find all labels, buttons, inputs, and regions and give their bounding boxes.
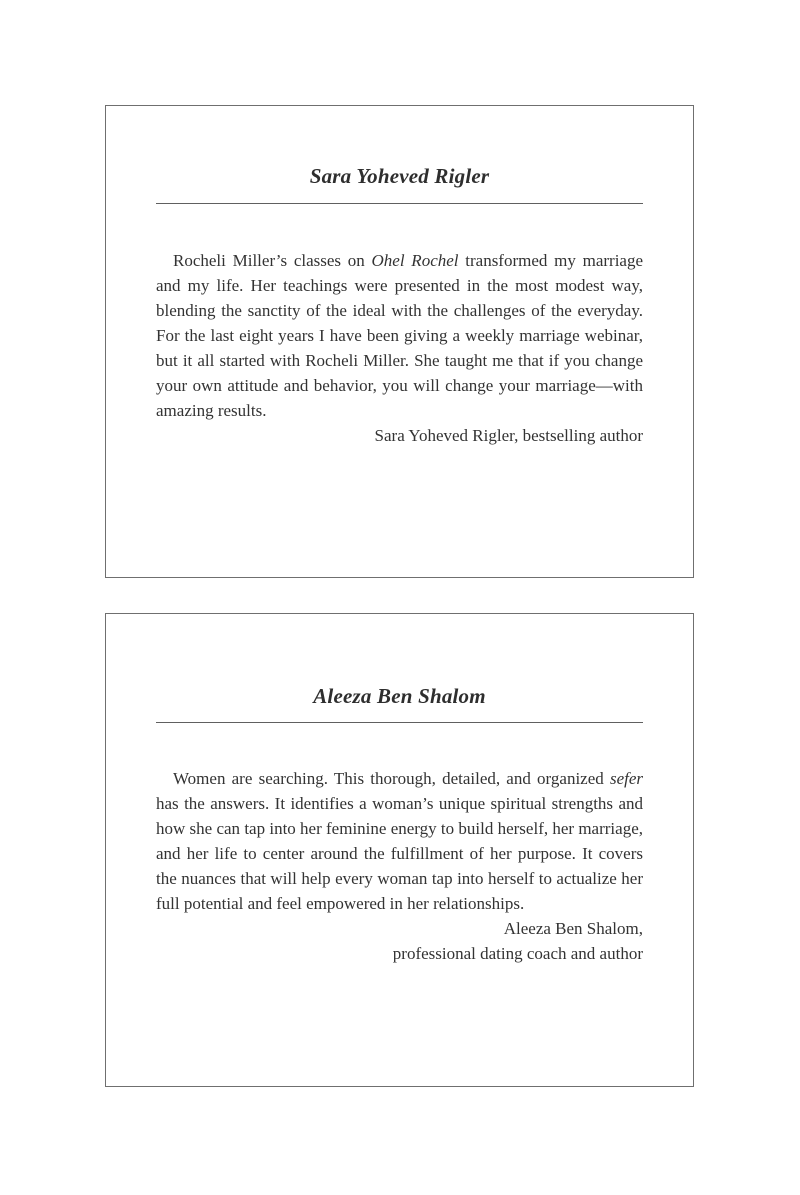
testimonial-text-part: has the answers. It identifies a woman’s unique spiritual strengths and how she can tap into her feminine energy to build herself, her marriage, and her life to center around the fulfillment of her purpose. It covers the nuances that will help every woman tap into herself to actualize her full potential and feel empowered in her relationships.	[156, 794, 643, 913]
attribution-line: Sara Yoheved Rigler, bestselling author	[374, 426, 643, 445]
book-title-italic: sefer	[609, 769, 643, 788]
heading-rule	[156, 203, 643, 204]
attribution-line: Aleeza Ben Shalom,	[503, 919, 643, 938]
endorser-name-rigler: Sara Yoheved Rigler	[309, 164, 490, 188]
praise-box-ben-shalom	[105, 613, 694, 1087]
attribution-line: professional dating coach and author	[392, 944, 643, 963]
testimonial-text-part: transformed my marriage and my life. Her teachings were presented in the most modest way, blending the sanctity of the ideal with the challenges of the everyday. For the last eight years I have been giving a weekly marriage webinar, but it all started with Rocheli Miller. She taught me that if you change your own attitude and behavior, you will change your marriage—with amazing results.	[156, 251, 644, 420]
testimonial-text-part: Rocheli Miller’s classes on	[173, 251, 372, 270]
testimonial-paragraph-rigler	[156, 248, 643, 423]
endorser-name-ben-shalom: Aleeza Ben Shalom	[313, 684, 486, 708]
attribution-ben-shalom	[156, 916, 643, 966]
testimonial-text-part: Women are searching. This thorough, detailed, and organized	[173, 769, 610, 788]
attribution-rigler	[156, 423, 643, 448]
testimonial-paragraph-ben-shalom	[156, 766, 643, 916]
heading-rule	[156, 722, 643, 723]
book-title-italic: Ohel Rochel	[371, 251, 459, 270]
praise-box-rigler	[105, 105, 694, 578]
